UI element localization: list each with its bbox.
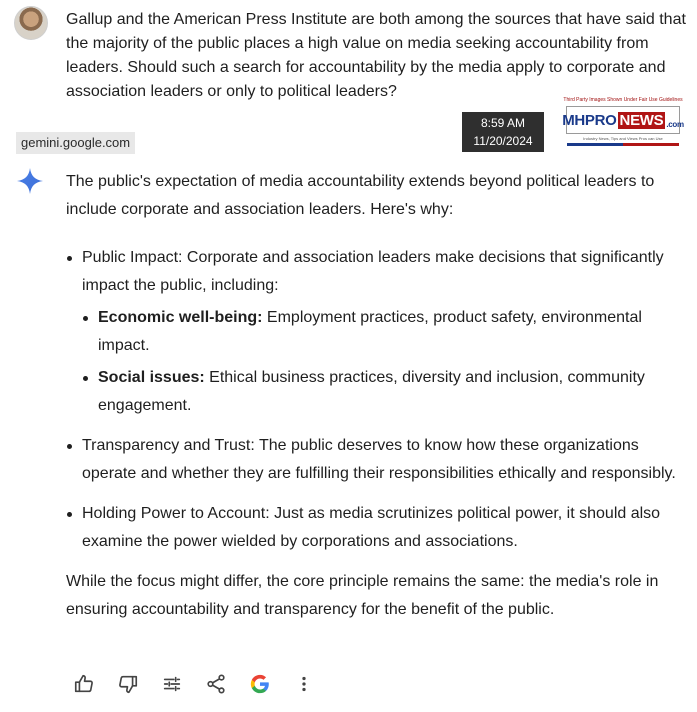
list-item-text: Transparency and Trust: The public deserves to know how these organizations operate and whether they are fulfilling their responsibilities ethically and responsibly.	[82, 437, 676, 482]
fair-use-note: Third Party Images Shown Under Fair Use Guidelines	[563, 97, 683, 103]
gemini-response	[66, 168, 692, 624]
logo-com: .com	[666, 120, 684, 129]
sub-list	[82, 304, 692, 420]
logo-news: NEWS	[619, 111, 664, 129]
share-button[interactable]	[194, 666, 238, 702]
stamp-date: 11/20/2024	[473, 134, 533, 148]
user-prompt: Gallup and the American Press Institute are both among the sources that have said that the majority of the public places a high value on media seeking accountability from leaders. Should such a search for accountability by the media apply to corporate and association leaders or only to political leaders?	[66, 11, 686, 100]
response-intro: The public's expectation of media accountability extends beyond political leaders to include corporate and association leaders. Here's why:	[66, 173, 655, 218]
share-icon	[205, 673, 227, 695]
list-item-text: Holding Power to Account: Just as media scrutinizes political power, it should also examine the power wielded by corporations and associations.	[82, 505, 661, 550]
double-check-button[interactable]	[238, 666, 282, 702]
tune-icon	[161, 673, 183, 695]
gemini-spark-icon	[16, 167, 44, 195]
sub-list-item	[82, 364, 692, 420]
list-item	[66, 500, 692, 556]
more-vert-icon	[293, 673, 315, 695]
response-actions	[62, 666, 326, 702]
thumbs-up-button[interactable]	[62, 666, 106, 702]
response-closing: While the focus might differ, the core principle remains the same: the media's role in ensuring accountability and transparency for the benefit of the public.	[66, 573, 659, 618]
sub-item-label: Economic well-being:	[98, 309, 263, 326]
logo-mark	[562, 106, 684, 134]
sub-list-item	[82, 304, 692, 360]
sub-item-text: Employment practices, product safety, environmental impact.	[98, 309, 642, 354]
list-item-text: Public Impact: Corporate and association leaders make decisions that significantly impact the public, including:	[82, 249, 664, 294]
sub-item-label: Social issues:	[98, 369, 205, 386]
more-options-button[interactable]	[282, 666, 326, 702]
modify-response-button[interactable]	[150, 666, 194, 702]
google-icon	[249, 673, 271, 695]
logo-bar	[567, 143, 679, 146]
thumbs-up-icon	[73, 673, 95, 695]
logo-mh: MHPRO	[562, 111, 617, 129]
sub-item-text: Ethical business practices, diversity and inclusion, community engagement.	[98, 369, 645, 414]
list-item	[66, 244, 692, 420]
thumbs-down-button[interactable]	[106, 666, 150, 702]
list-item	[66, 432, 692, 488]
mhpronews-logo	[555, 97, 691, 161]
logo-tagline: Industry News, Tips and Views Pros can Use	[583, 136, 663, 141]
reasons-list	[66, 244, 692, 556]
timestamp-stamp	[462, 112, 544, 152]
source-tag: gemini.google.com	[16, 132, 135, 154]
user-avatar	[14, 6, 48, 40]
stamp-time: 8:59 AM	[480, 116, 526, 130]
thumbs-down-icon	[117, 673, 139, 695]
